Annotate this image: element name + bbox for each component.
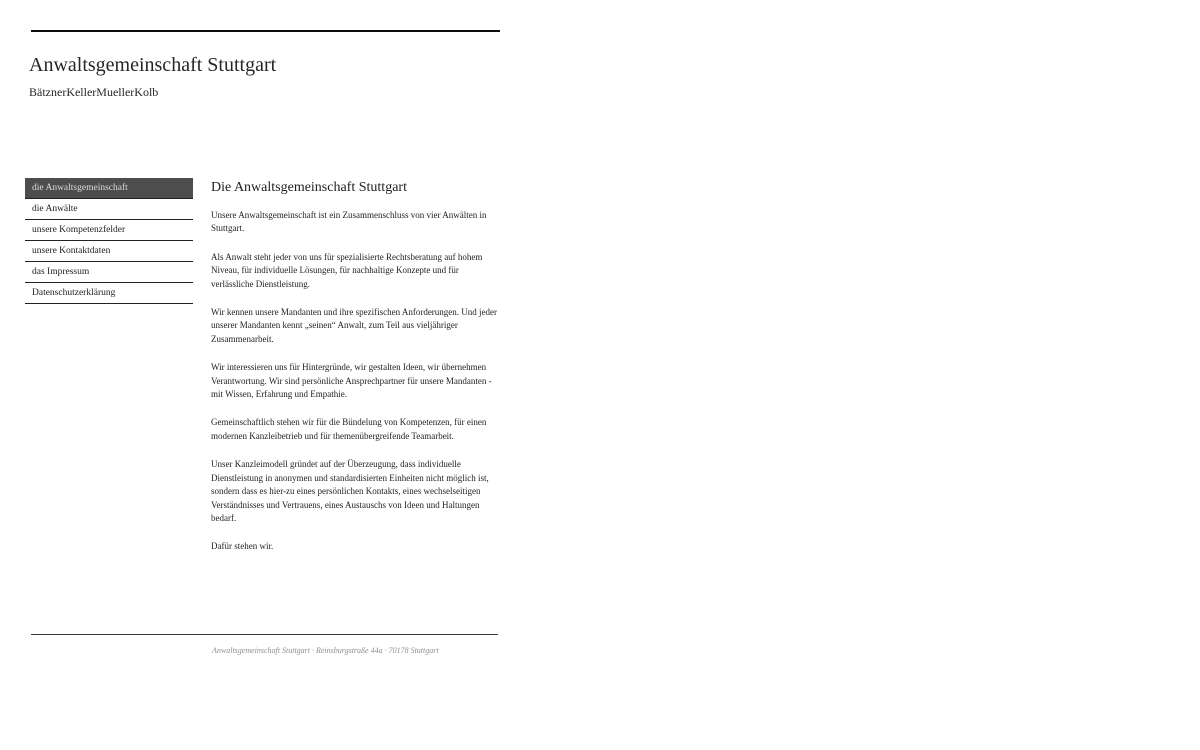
sidebar-nav <box>25 178 193 304</box>
header-rule <box>31 30 500 32</box>
site-subtitle: BätznerKellerMuellerKolb <box>29 85 159 99</box>
main-content <box>211 180 499 569</box>
body-paragraph: Gemeinschaftlich stehen wir für die Bündelung von Kompetenzen, für einen modernen Kanzleibetrieb und für themenübergreifende Teamarbeit. <box>211 417 487 441</box>
body-paragraph: Dafür stehen wir. <box>211 541 274 552</box>
sidebar-item-unsere-kontaktdaten[interactable]: unsere Kontaktdaten <box>25 241 193 262</box>
footer-rule <box>31 634 498 635</box>
sidebar-item-datenschutzerklärung[interactable]: Datenschutzerklärung <box>25 283 193 304</box>
body-paragraph: Als Anwalt steht jeder von uns für spezialisierte Rechtsberatung auf hohem Niveau, für individuelle Lösungen, für nachhaltige Konzepte und für verlässliche Dienstleistung. <box>211 251 483 289</box>
body-paragraphs <box>211 209 499 554</box>
sidebar-item-das-impressum[interactable]: das Impressum <box>25 262 193 283</box>
body-paragraph: Wir kennen unsere Mandanten und ihre spezifischen Anforderungen. Und jeder unserer Mandanten kennt „seinen“ Anwalt, zum Teil aus vieljähriger Zusammenarbeit. <box>211 307 498 344</box>
footer-address: Anwaltsgemeinschaft Stuttgart · Reinsburgstraße 44a · 70178 Stuttgart <box>212 646 439 655</box>
site-title: Anwaltsgemeinschaft Stuttgart <box>29 54 277 76</box>
body-paragraph: Unser Kanzleimodell gründet auf der Überzeugung, dass individuelle Dienstleistung in anonymen und standardisierten Einheiten nicht möglich ist, sondern dass es hier-zu eines persönlichen Kontakts, eines wechselseitigen Verständnisses und Vertrauens, eines Austauschs von Ideen und Haltungen bedarf. <box>211 459 489 523</box>
sidebar-item-die-anwaltsgemeinschaft[interactable]: die Anwaltsgemeinschaft <box>25 178 193 199</box>
sidebar-item-die-anwälte[interactable]: die Anwälte <box>25 199 193 220</box>
page-title: Die Anwaltsgemeinschaft Stuttgart <box>211 180 407 195</box>
body-paragraph: Unsere Anwaltsgemeinschaft ist ein Zusammenschluss von vier Anwälten in Stuttgart. <box>211 210 487 234</box>
body-paragraph: Wir interessieren uns für Hintergründe, wir gestalten Ideen, wir übernehmen Verantwortung. Wir sind persönliche Ansprechpartner für unsere Mandanten - mit Wissen, Erfahrung und Empathie. <box>211 362 492 400</box>
sidebar-item-unsere-kompetenzfelder[interactable]: unsere Kompetenzfelder <box>25 220 193 241</box>
